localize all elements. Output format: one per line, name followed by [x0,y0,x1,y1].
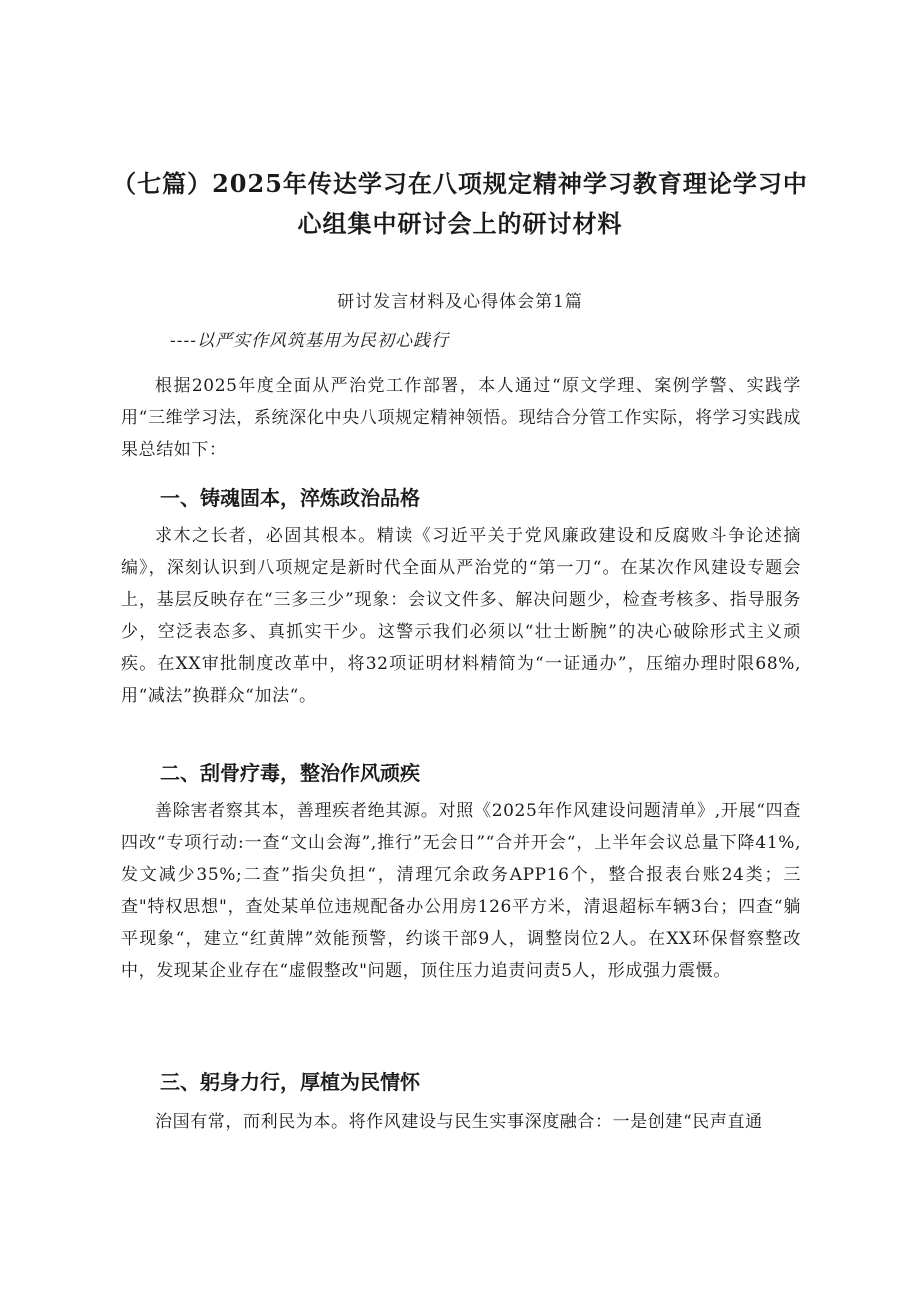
document-title-line-2: 心组集中研讨会上的研讨材料 [297,209,623,238]
section-body-1: 求木之长者，必固其根本。精读《习近平关于党风廉政建设和反腐败斗争论述摘编》，深刻认识到八项规定是新时代全面从严治党的“第一刀“。在某次作风建设专题会上，基层反映存在“三多三少”现象：会议文件多、解决问题少，检查考核多、指导服务少，空泛表态多、真抓实干少。这警示我们必须以“壮士断腕”的决心破除形式主义顽疾。在XX审批制度改革中，将32项证明材料精简为“一证通办”，压缩办理时限68%,用“减法”换群众“加法“。 [121,526,801,706]
section-body-2: 善除害者察其本，善理疾者绝其源。对照《2025年作风建设问题清单》,开展“四查四改“专项行动:一查“文山会海”,推行”无会日”“合并开会“，上半年会议总量下降41%,发文减少35%;二查”指尖负担“，清理冗余政务APP16个，整合报表台账24类；三查"特权思想"，查处某单位违规配备办公用房126平方米，清退超标车辆3台；四查“躺平现象“，建立“红黄牌”效能预警，约谈干部9人，调整岗位2人。在XX环保督察整改中，发现某企业存在“虚假整改"问题，顶住压力追责问责5人，形成强力震慑。 [121,801,801,981]
document-theme-line: ----以严实作风筑基用为民初心践行 [170,331,449,351]
intro-paragraph: 根据2025年度全面从严治党工作部署，本人通过“原文学理、案例学警、实践学用“三维学习法，系统深化中央八项规定精神领悟。现结合分管工作实际，将学习实践成果总结如下： [121,376,801,460]
document-title-line-1: （七篇）2025年传达学习在八项规定精神学习教育理论学习中 [112,169,808,198]
section-body-3: 治国有常，而利民为本。将作风建设与民生实事深度融合：一是创建“民声直通 [155,1112,763,1132]
section-heading-1: 一、铸魂固本，淬炼政治品格 [160,486,420,510]
section-heading-3: 三、躬身力行，厚植为民情怀 [160,1070,420,1094]
section-heading-2: 二、刮骨疗毒，整治作风顽疾 [160,761,420,785]
document-subtitle: 研讨发言材料及心得体会第1篇 [337,292,583,312]
